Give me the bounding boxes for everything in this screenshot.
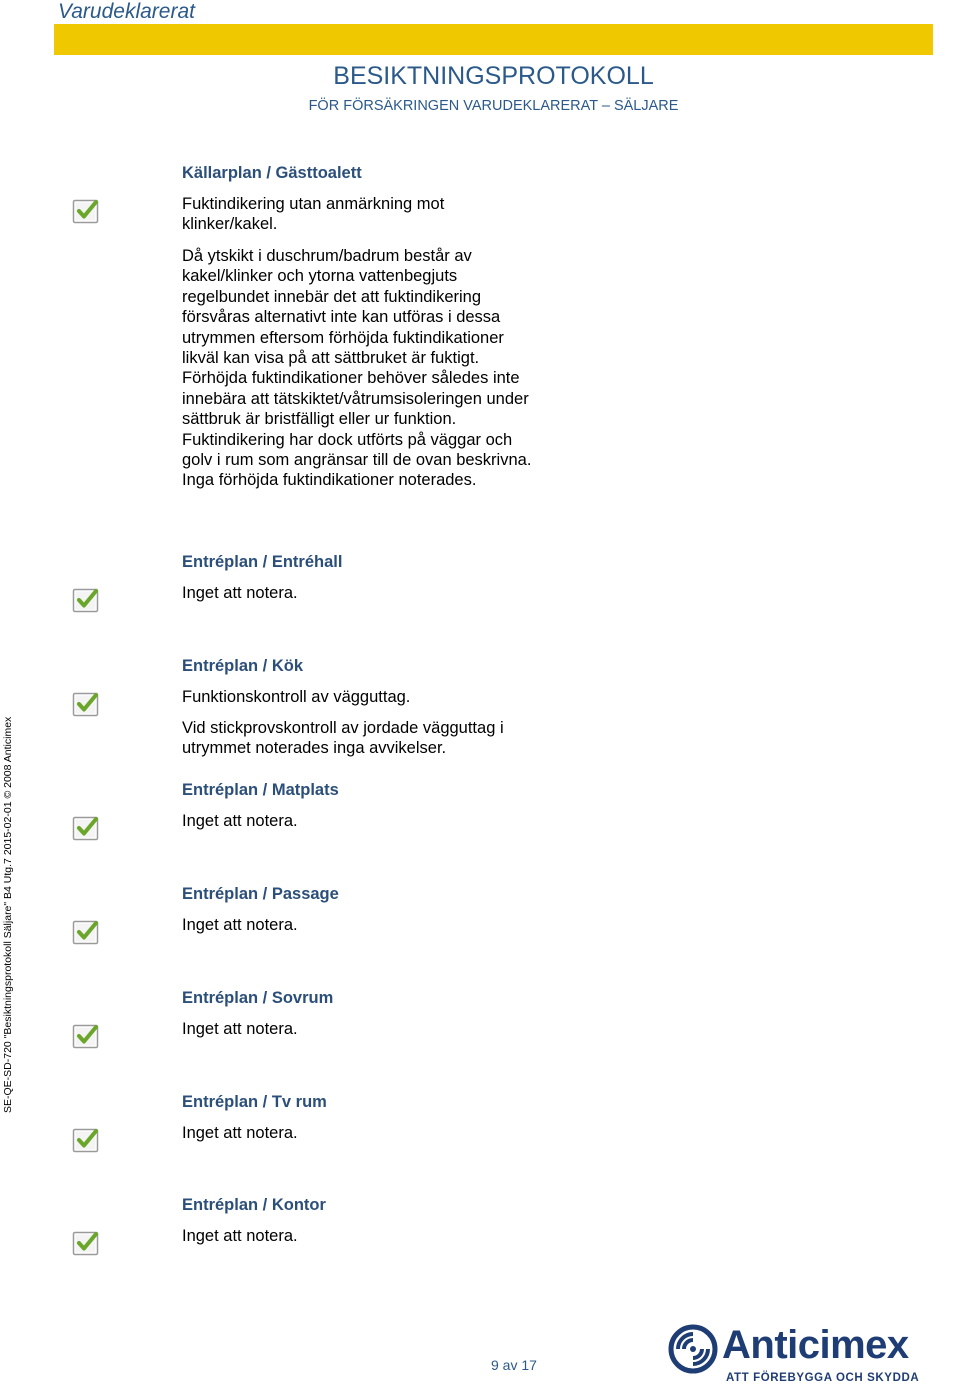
section-text: Inget att notera. xyxy=(182,916,298,934)
section-text: Funktionskontroll av vägguttag. xyxy=(182,688,411,706)
section-text: Inget att notera. xyxy=(182,1124,298,1142)
anticimex-logo-icon xyxy=(668,1324,718,1374)
page-number: 9 av 17 xyxy=(491,1357,537,1373)
section-text: Fuktindikering utan anmärkning mot klinker/kakel. xyxy=(182,195,445,234)
checkbox-checked-icon xyxy=(71,197,101,225)
section-heading: Entréplan / Matplats xyxy=(182,781,339,799)
logo-tagline: ATT FÖREBYGGA OCH SKYDDA xyxy=(726,1372,920,1384)
checkbox-checked-icon xyxy=(71,1126,101,1154)
side-note: SE-QE-SD-720 "Besiktningsprotokoll Säljare" B4 Utg.7 2015-02-01 © 2008 Anticimex xyxy=(2,716,14,1113)
section-heading: Entréplan / Kök xyxy=(182,657,304,675)
section-text: Då ytskikt i duschrum/badrum består av kakel/klinker och ytorna vattenbegjuts regelbundet innebär det att fuktindikering försvåras alternativt inte kan utföras i dessa utrymmen eftersom förhöjda fuktindikationer likväl kan visa på att sättbruket är fuktigt. Förhöjda fuktindikationer behöver således inte innebära att tätskiktet/våtrumsisoleringen under sättbruk är bristfälligt eller ur funktion. Fuktindikering har dock utförts på väggar och golv i rum som angränsar till de ovan beskrivna. Inga förhöjda fuktindikationer noterades. xyxy=(182,247,532,490)
section-heading: Entréplan / Entréhall xyxy=(182,553,343,571)
section-heading: Entréplan / Passage xyxy=(182,885,339,903)
checkbox-checked-icon xyxy=(71,1022,101,1050)
checkbox-checked-icon xyxy=(71,586,101,614)
checkbox-checked-icon xyxy=(71,814,101,842)
section-text: Inget att notera. xyxy=(182,1020,298,1038)
logo-wordmark: Anticimex xyxy=(722,1323,909,1367)
anticimex-logo xyxy=(668,1320,950,1390)
checkbox-checked-icon xyxy=(71,1229,101,1257)
document-title: BESIKTNINGSPROTOKOLL xyxy=(333,62,654,90)
section-heading: Entréplan / Tv rum xyxy=(182,1093,327,1111)
checkbox-checked-icon xyxy=(71,918,101,946)
section-heading: Entréplan / Kontor xyxy=(182,1196,326,1214)
header-bar xyxy=(54,24,933,55)
checkbox-checked-icon xyxy=(71,690,101,718)
section-heading: Källarplan / Gästtoalett xyxy=(182,164,362,182)
section-text: Inget att notera. xyxy=(182,584,298,602)
section-heading: Entréplan / Sovrum xyxy=(182,989,334,1007)
brand-title: Varudeklarerat xyxy=(58,0,195,23)
section-text: Vid stickprovskontroll av jordade vägguttag i utrymmet noterades inga avvikelser. xyxy=(182,719,504,758)
section-text: Inget att notera. xyxy=(182,812,298,830)
section-text: Inget att notera. xyxy=(182,1227,298,1245)
document-subtitle: FÖR FÖRSÄKRINGEN VARUDEKLARERAT – SÄLJARE xyxy=(308,98,679,114)
